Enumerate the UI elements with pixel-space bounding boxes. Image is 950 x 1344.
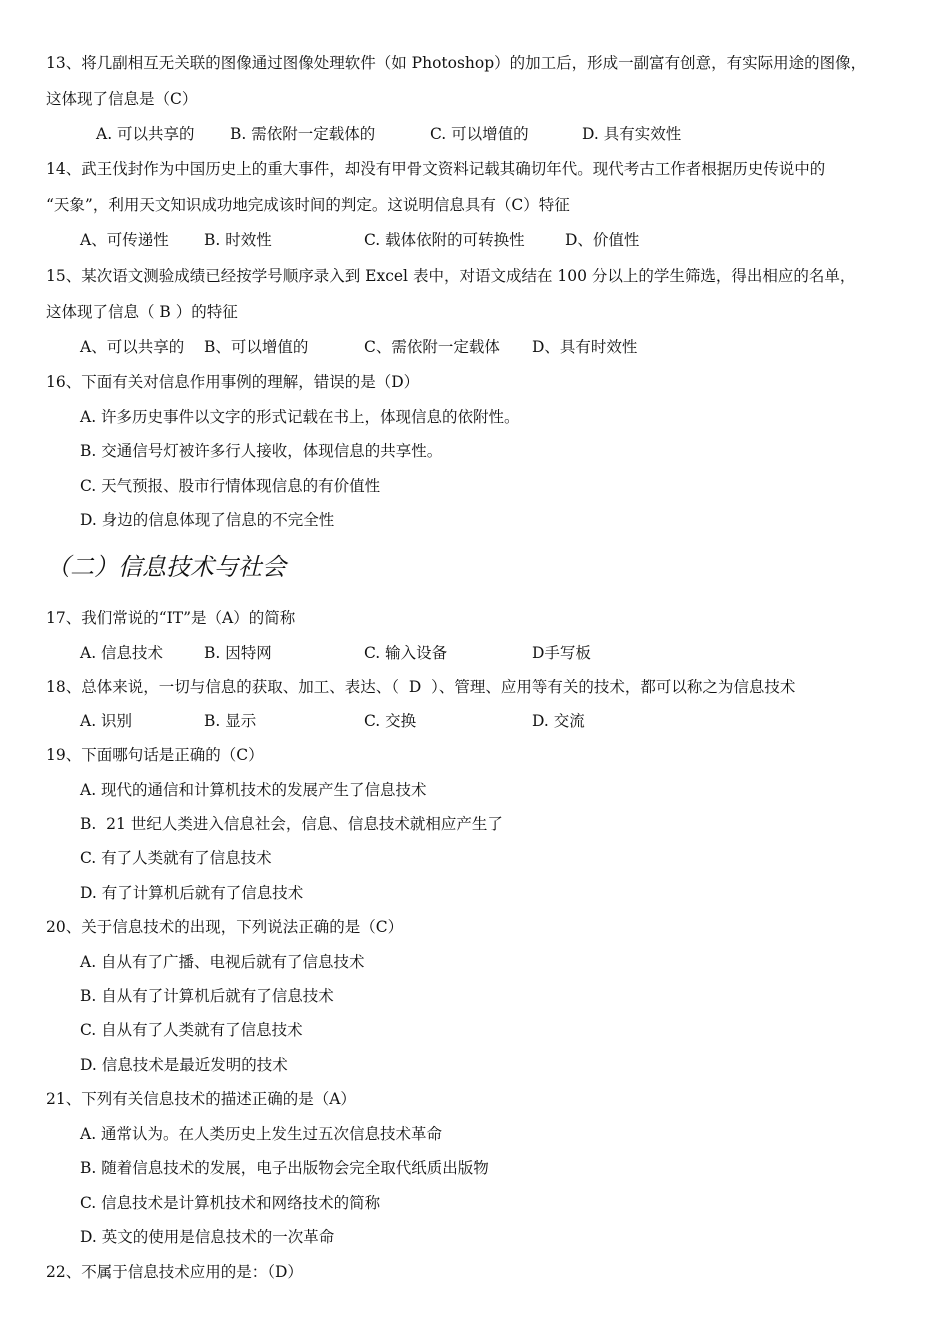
question-17-option-c: C. 输入设备 xyxy=(364,644,448,662)
question-14-option-c: C. 载体依附的可转换性 xyxy=(364,231,525,249)
question-16-text: 16、下面有关对信息作用事例的理解，错误的是（D） xyxy=(46,373,420,391)
question-13-text-line2: 这体现了信息是（C） xyxy=(46,90,198,108)
question-16-option-d: D. 身边的信息体现了信息的不完全性 xyxy=(80,511,335,529)
question-18-option-b: B. 显示 xyxy=(204,712,257,730)
question-14-option-a: A、可传递性 xyxy=(80,231,169,249)
question-20-option-c: C. 自从有了人类就有了信息技术 xyxy=(80,1021,303,1039)
question-17-text: 17、我们常说的“IT”是（A）的简称 xyxy=(46,609,296,627)
question-15-option-d: D、具有时效性 xyxy=(532,338,638,356)
question-20-option-b: B. 自从有了计算机后就有了信息技术 xyxy=(80,987,334,1005)
question-21-option-d: D. 英文的使用是信息技术的一次革命 xyxy=(80,1228,335,1246)
question-19-option-b: B. 21 世纪人类进入信息社会，信息、信息技术就相应产生了 xyxy=(80,815,503,833)
question-17-option-d: D手写板 xyxy=(532,644,591,662)
question-15-option-a: A、可以共享的 xyxy=(80,338,185,356)
question-19-option-d: D. 有了计算机后就有了信息技术 xyxy=(80,884,304,902)
question-18-text: 18、总体来说，一切与信息的获取、加工、表达、（ D ）、管理、应用等有关的技术，都可以称之为信息技术 xyxy=(46,678,796,696)
question-15-option-c: C、需依附一定载体 xyxy=(364,338,500,356)
question-14-text-line2: “天象”，利用天文知识成功地完成该时间的判定。这说明信息具有（C）特征 xyxy=(46,196,570,214)
question-16-option-c: C. 天气预报、股市行情体现信息的有价值性 xyxy=(80,477,381,495)
question-14-option-b: B. 时效性 xyxy=(204,231,272,249)
question-19-option-a: A. 现代的通信和计算机技术的发展产生了信息技术 xyxy=(80,781,427,799)
question-21-option-b: B. 随着信息技术的发展，电子出版物会完全取代纸质出版物 xyxy=(80,1159,489,1177)
question-22-text: 22、不属于信息技术应用的是：（D） xyxy=(46,1263,303,1281)
question-14-text-line1: 14、武王伐封作为中国历史上的重大事件，却没有甲骨文资料记载其确切年代。现代考古工作者根据历史传说中的 xyxy=(46,160,826,178)
question-13-option-d: D. 具有实效性 xyxy=(582,125,682,143)
question-20-text: 20、关于信息技术的出现，下列说法正确的是（C） xyxy=(46,918,404,936)
question-20-option-d: D. 信息技术是最近发明的技术 xyxy=(80,1056,288,1074)
question-17-option-a: A. 信息技术 xyxy=(80,644,164,662)
question-21-option-c: C. 信息技术是计算机技术和网络技术的简称 xyxy=(80,1194,381,1212)
question-17-option-b: B. 因特网 xyxy=(204,644,272,662)
question-19-option-c: C. 有了人类就有了信息技术 xyxy=(80,849,272,867)
question-19-text: 19、下面哪句话是正确的（C） xyxy=(46,746,264,764)
question-14-option-d: D、价值性 xyxy=(565,231,640,249)
question-16-option-a: A. 许多历史事件以文字的形式记载在书上，体现信息的依附性。 xyxy=(80,408,520,426)
question-21-option-a: A. 通常认为。在人类历史上发生过五次信息技术革命 xyxy=(80,1125,443,1143)
question-13-text-line1: 13、将几副相互无关联的图像通过图像处理软件（如 Photoshop）的加工后，形成一副富有创意，有实际用途的图像， xyxy=(46,54,867,72)
question-13-option-c: C. 可以增值的 xyxy=(430,125,529,143)
section-heading: （二）信息技术与社会 xyxy=(46,553,286,581)
question-13-option-a: A. 可以共享的 xyxy=(96,125,195,143)
question-15-option-b: B、可以增值的 xyxy=(204,338,309,356)
question-21-text: 21、下列有关信息技术的描述正确的是（A） xyxy=(46,1090,356,1108)
question-18-option-d: D. 交流 xyxy=(532,712,585,730)
question-18-option-c: C. 交换 xyxy=(364,712,417,730)
question-16-option-b: B. 交通信号灯被许多行人接收，体现信息的共享性。 xyxy=(80,442,443,460)
question-13-option-b: B. 需依附一定载体的 xyxy=(230,125,376,143)
question-18-option-a: A. 识别 xyxy=(80,712,133,730)
question-15-text-line2: 这体现了信息（ B ）的特征 xyxy=(46,303,238,321)
question-15-text-line1: 15、某次语文测验成绩已经按学号顺序录入到 Excel 表中，对语文成结在 100 分以上的学生筛选，得出相应的名单， xyxy=(46,267,856,285)
question-20-option-a: A. 自从有了广播、电视后就有了信息技术 xyxy=(80,953,365,971)
